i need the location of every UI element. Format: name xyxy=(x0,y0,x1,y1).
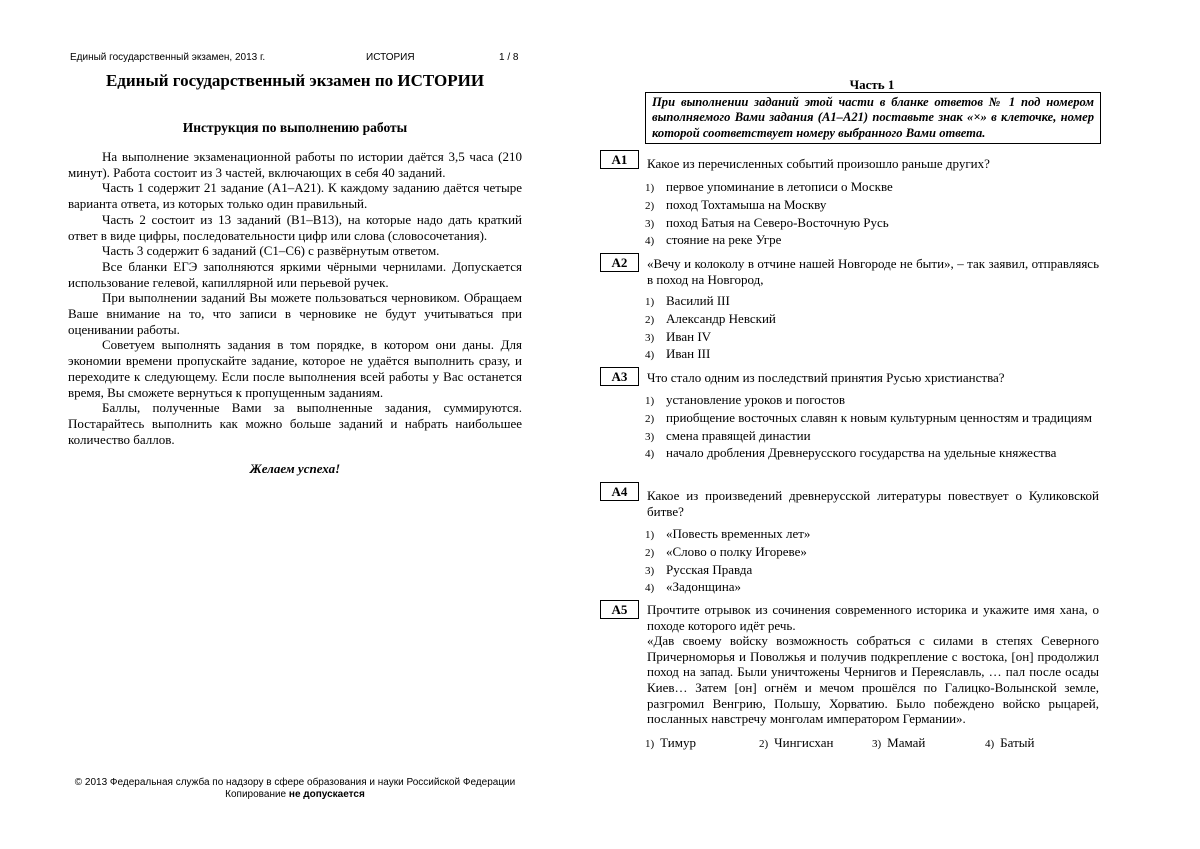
option-number: 4) xyxy=(645,349,655,362)
option-number: 1) xyxy=(645,296,655,308)
option-number: 3) xyxy=(872,738,882,750)
instructions-paragraph: Часть 2 состоит из 13 заданий (В1–В13), на которые надо дать краткий ответ в виде цифры, последовательности цифр или слова (словосочетания). xyxy=(68,211,522,243)
question-label-a5: А5 xyxy=(600,600,639,619)
instructions-paragraph: Баллы, полученные Вами за выполненные задания, суммируются. Постарайтесь выполнить как можно больше заданий и набрать наибольшее количество баллов. xyxy=(68,400,522,447)
option-number: 2) xyxy=(645,199,655,212)
instructions-paragraph: Часть 3 содержит 6 заданий (С1–С6) с развёрнутым ответом. xyxy=(102,243,440,259)
copy-notice xyxy=(68,789,522,801)
question-label-a2: А2 xyxy=(600,253,639,272)
option xyxy=(645,735,696,751)
option-text: поход Батыя на Северо-Восточную Русь xyxy=(666,214,889,230)
option-number: 3) xyxy=(645,217,655,230)
option xyxy=(645,232,1100,250)
document-title: Единый государственный экзамен по ИСТОРИИ xyxy=(105,71,485,90)
part-instructions-box: При выполнении заданий этой части в бланке ответов № 1 под номером выполняемого Вами задания (А1–А21) поставьте знак «×» в клеточке, номер которой соответствует номеру выбранного Вами ответа. xyxy=(645,92,1101,144)
option-number: 2) xyxy=(759,738,769,750)
option-number: 4) xyxy=(645,582,655,595)
copyright-line: © 2013 Федеральная служба по надзору в сфере образования и науки Российской Федерации xyxy=(74,777,516,788)
option-text: Иван III xyxy=(666,346,711,362)
copyright-footer xyxy=(68,777,522,802)
option-number: 1) xyxy=(645,395,655,407)
option-text: «Слово о полку Игореве» xyxy=(666,543,807,559)
option-text: первое упоминание в летописи о Москве xyxy=(666,179,893,194)
option-number: 4) xyxy=(985,738,995,750)
option-number: 2) xyxy=(645,546,655,559)
option xyxy=(645,311,1100,329)
option xyxy=(645,329,1100,347)
option-text: «Повесть временных лет» xyxy=(666,526,811,541)
good-luck-wish: Желаем успеха! xyxy=(249,461,341,476)
instructions-paragraph: Все бланки ЕГЭ заполняются яркими чёрными чернилами. Допускается использование гелевой, капиллярной или перьевой ручек. xyxy=(68,258,522,290)
option-number: 4) xyxy=(645,235,655,248)
option xyxy=(645,197,1100,215)
header-page-number: 1 / 8 xyxy=(499,52,519,63)
question-text-a4: Какое из произведений древнерусской литературы повествует о Куликовской битве? xyxy=(647,488,1099,519)
option xyxy=(645,562,1100,580)
instructions-paragraph: Часть 1 содержит 21 задание (А1–А21). К каждому заданию даётся четыре варианта ответа, из которых только один правильный. xyxy=(68,180,522,212)
instructions-paragraph: При выполнении заданий Вы можете пользоваться черновиком. Обращаем Ваше внимание на то, что записи в черновике не будут учитываться при оценивании работы. xyxy=(68,290,522,337)
option xyxy=(645,544,1100,562)
option xyxy=(645,410,1100,428)
option-text: стояние на реке Угре xyxy=(666,232,782,248)
question-text-a5 xyxy=(647,602,1099,727)
option xyxy=(645,392,1100,410)
option xyxy=(645,428,1100,446)
options-a2 xyxy=(645,293,1100,364)
options-a4 xyxy=(645,526,1100,597)
copy-notice-bold: не допускается xyxy=(288,789,365,801)
part-title: Часть 1 xyxy=(849,77,895,92)
option-number: 3) xyxy=(645,331,655,344)
header-exam-title: Единый государственный экзамен, 2013 г. xyxy=(70,52,266,63)
copy-notice-prefix: Копирование xyxy=(225,789,289,801)
question-label-a3: А3 xyxy=(600,367,639,386)
question-text-a2: «Вечу и колоколу в отчине нашей Новгороде не быти», – так заявил, отправляясь в поход на Новгород, xyxy=(647,256,1099,287)
option-number: 2) xyxy=(645,313,655,326)
option-text: Мамай xyxy=(887,735,926,750)
option-text: Иван IV xyxy=(666,328,712,344)
instructions-title: Инструкция по выполнению работы xyxy=(182,120,408,135)
option-number: 3) xyxy=(645,564,655,577)
option-text: смена правящей династии xyxy=(666,427,811,443)
question-prompt-a5: Прочтите отрывок из сочинения современного историка и укажите имя хана, о походе которого идёт речь. xyxy=(647,602,1099,633)
instructions-paragraph: На выполнение экзаменационной работы по истории даётся 3,5 часа (210 минут). Работа состоит из 3 частей, включающих в себя 40 заданий. xyxy=(68,149,522,180)
option-text: установление уроков и погостов xyxy=(666,392,845,407)
question-text-a3: Что стало одним из последствий принятия Русью христианства? xyxy=(647,370,1005,385)
option-text: Батый xyxy=(1000,735,1035,750)
option xyxy=(759,735,833,751)
option-number: 1) xyxy=(645,738,655,750)
option-number: 4) xyxy=(645,448,655,461)
instructions-body xyxy=(68,149,522,447)
option xyxy=(645,445,1100,463)
question-label-a1: А1 xyxy=(600,150,639,169)
options-a1 xyxy=(645,179,1100,250)
option xyxy=(645,215,1100,233)
options-a3 xyxy=(645,392,1100,463)
option xyxy=(645,346,1100,364)
option xyxy=(645,179,1100,197)
question-quote-a5: «Дав своему войску возможность собраться с силами в степях Северного Причерноморья и Поволжья и получив подкрепление с востока, [он] продолжил поход на запад. Были уничтожены Чернигов и Переяславль, … пал после осады Киев… Затем [он] огнём и мечом прошёлся по Галицко-Волынской земле, разгромил Венгрию, Польшу, Хорватию. Было побеждено войско рыцарей, посланных навстречу монголам императором Германии». xyxy=(647,633,1099,727)
question-text-a1: Какое из перечисленных событий произошло раньше других? xyxy=(647,156,990,171)
option-number: 1) xyxy=(645,529,655,541)
option-number: 2) xyxy=(645,412,655,425)
option-text: Александр Невский xyxy=(666,310,776,326)
option-text: начало дробления Древнерусского государства на удельные княжества xyxy=(666,445,1057,461)
option xyxy=(645,293,1100,311)
option-text: поход Тохтамыша на Москву xyxy=(666,196,827,212)
option-text: Русская Правда xyxy=(666,561,753,577)
option-text: Тимур xyxy=(660,735,696,750)
option-text: приобщение восточных славян к новым культурным ценностям и традициям xyxy=(666,409,1092,425)
option-text: Чингисхан xyxy=(774,735,834,750)
option xyxy=(985,735,1034,751)
option xyxy=(872,735,925,751)
header-subject: ИСТОРИЯ xyxy=(366,52,415,63)
option xyxy=(645,579,1100,597)
question-label-a4: А4 xyxy=(600,482,639,501)
instructions-paragraph: Советуем выполнять задания в том порядке, в котором они даны. Для экономии времени пропускайте задание, которое не удаётся выполнить сразу, и переходите к следующему. Если после выполнения всей работы у Вас останется время, Вы сможете вернуться к пропущенным заданиям. xyxy=(68,337,522,400)
option-text: «Задонщина» xyxy=(666,579,742,595)
option-text: Василий III xyxy=(666,293,730,308)
option-number: 1) xyxy=(645,182,655,194)
option xyxy=(645,526,1100,544)
option-number: 3) xyxy=(645,430,655,443)
